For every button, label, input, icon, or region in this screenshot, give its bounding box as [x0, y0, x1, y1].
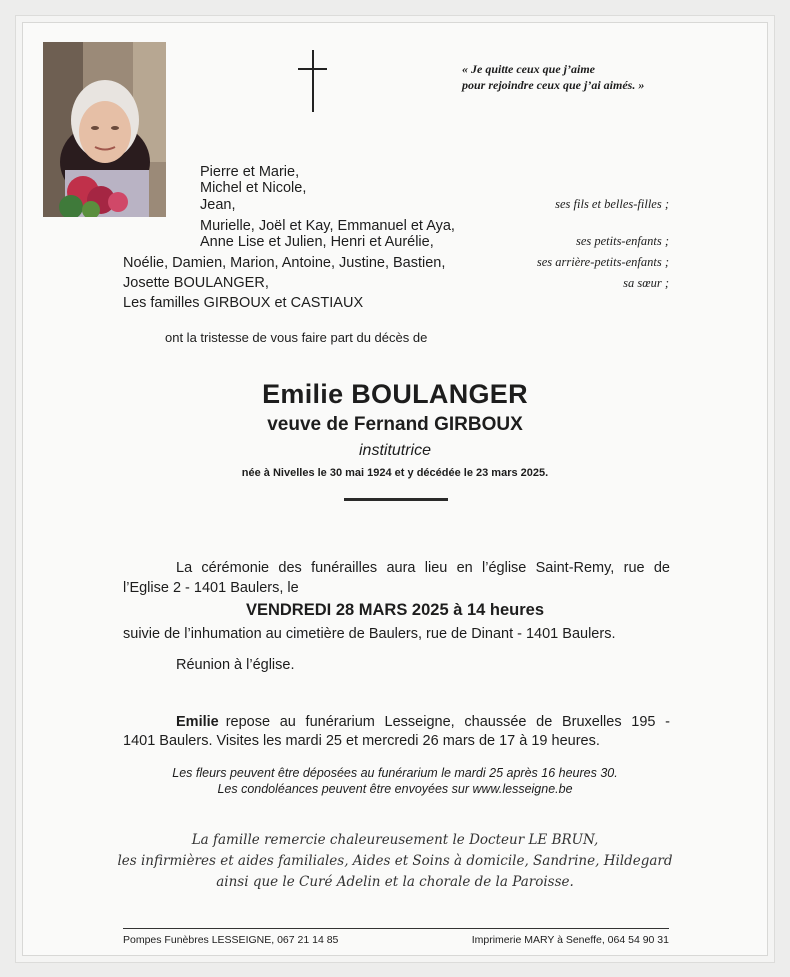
footer-printer: Imprimerie MARY à Seneffe, 064 54 90 31 — [471, 934, 669, 946]
family-row-1: Pierre et Marie, — [200, 164, 300, 180]
deceased-name: Emilie BOULANGER — [262, 379, 528, 409]
family-row-3: Jean, — [200, 197, 236, 213]
family-row-5: Anne Lise et Julien, Henri et Aurélie, — [200, 234, 434, 250]
quote-line-1: « Je quitte ceux que j’aime — [462, 62, 595, 76]
announcement-text: ont la tristesse de vous faire part du décès de — [165, 330, 428, 345]
funerarium-line-2: 1401 Baulers. Visites les mardi 25 et mercredi 26 mars de 17 à 19 heures. — [123, 733, 600, 749]
thanks-line-3: ainsi que le Curé Adelin et la chorale de la Paroisse. — [216, 874, 574, 890]
family-row-8: Les familles GIRBOUX et CASTIAUX — [123, 295, 364, 311]
funerarium-line-1-rest: repose au funérarium Lesseigne, chaussée de Bruxelles 195 - — [225, 714, 670, 730]
condolences-note: Les condoléances peuvent être envoyées sur www.lesseigne.be — [217, 782, 573, 796]
widow-of: veuve de Fernand GIRBOUX — [267, 414, 523, 435]
family-row-2: Michel et Nicole, — [200, 180, 307, 196]
funerarium-line-1 — [176, 712, 670, 732]
quote-line-2: pour rejoindre ceux que j’ai aimés. » — [462, 78, 645, 92]
birth-death-dates: née à Nivelles le 30 mai 1924 et y décédée le 23 mars 2025. — [241, 467, 549, 479]
cross-icon-bar — [298, 68, 327, 70]
family-row-4: Murielle, Joël et Kay, Emmanuel et Aya, — [200, 218, 455, 234]
ceremony-line-3: suivie de l’inhumation au cimetière de Baulers, rue de Dinant - 1401 Baulers. — [123, 626, 616, 642]
footer-funeral-home: Pompes Funèbres LESSEIGNE, 067 21 14 85 — [123, 934, 339, 946]
family-row-7: Josette BOULANGER, — [123, 275, 269, 291]
cross-icon — [312, 50, 314, 112]
separator-rule — [344, 498, 448, 501]
epigraph-quote — [400, 61, 668, 93]
flowers-note: Les fleurs peuvent être déposées au funérarium le mardi 25 après 16 heures 30. — [172, 766, 618, 780]
portrait-photo — [43, 42, 166, 217]
reunion-text: Réunion à l’église. — [176, 657, 295, 673]
relation-sister: sa sœur ; — [623, 276, 669, 290]
ceremony-line-2: l’Eglise 2 - 1401 Baulers, le — [123, 580, 299, 596]
footer-rule — [123, 928, 669, 929]
ceremony-date: VENDREDI 28 MARS 2025 à 14 heures — [245, 601, 545, 619]
ceremony-line-1: La cérémonie des funérailles aura lieu en l’église Saint-Remy, rue de — [176, 560, 670, 576]
funerarium-name: Emilie — [176, 714, 219, 730]
family-row-6: Noélie, Damien, Marion, Antoine, Justine, Bastien, — [123, 255, 446, 271]
relation-great-grandchildren: ses arrière-petits-enfants ; — [536, 255, 669, 269]
relation-sons: ses fils et belles-filles ; — [555, 197, 669, 211]
thanks-line-2: les infirmières et aides familiales, Aides et Soins à domicile, Sandrine, Hildegard — [117, 853, 673, 869]
relation-grandchildren: ses petits-enfants ; — [575, 234, 669, 248]
profession: institutrice — [358, 442, 432, 459]
thanks-line-1: La famille remercie chaleureusement le Docteur LE BRUN, — [191, 832, 599, 848]
